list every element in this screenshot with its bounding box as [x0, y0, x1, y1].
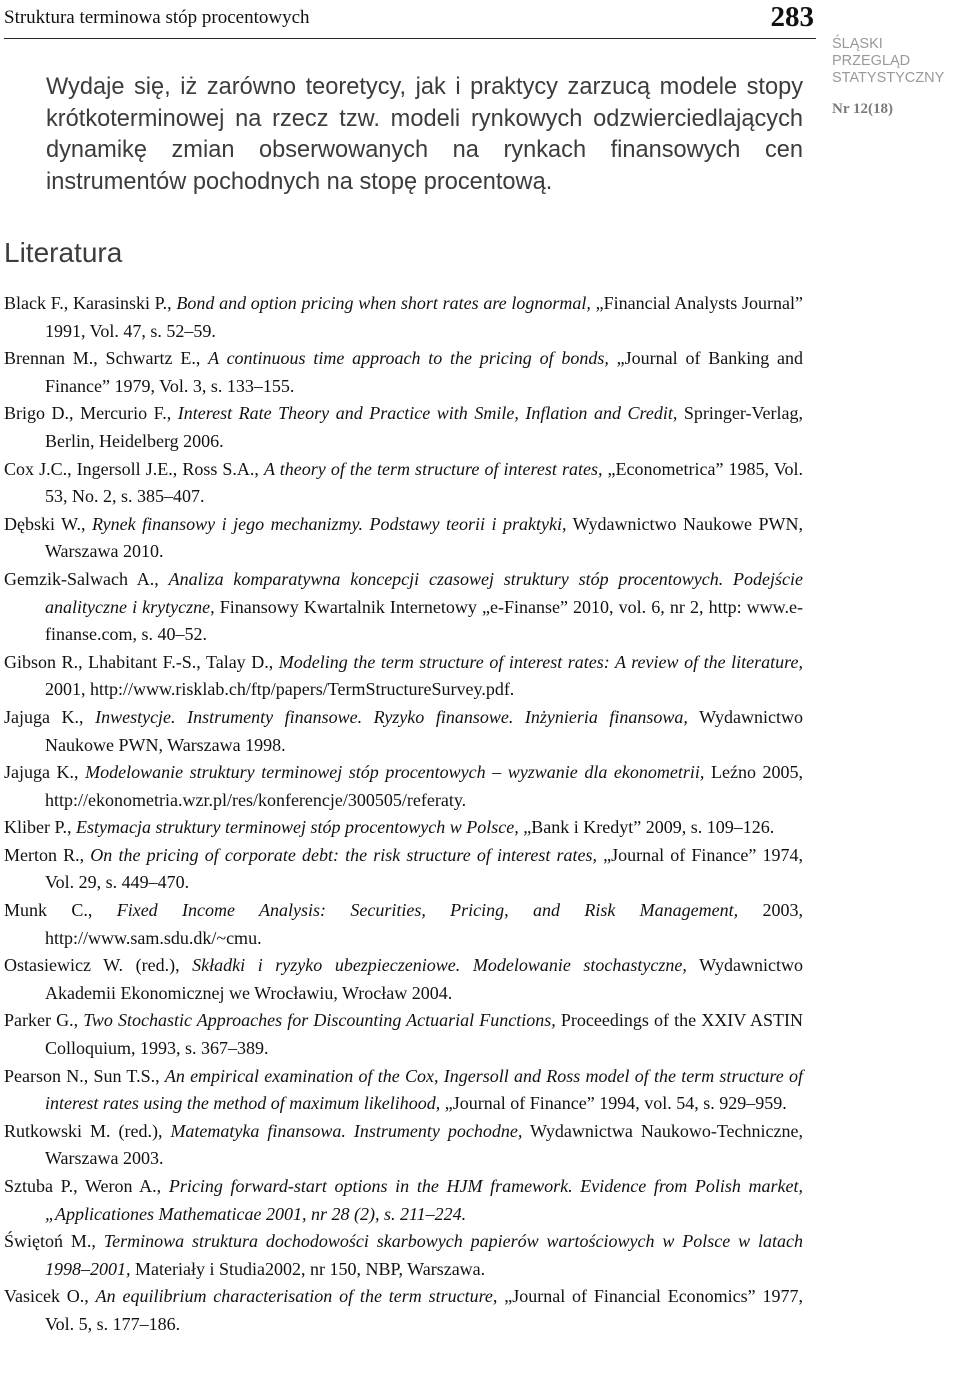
reference-item: [0, 649, 803, 704]
reference-title: On the pricing of corporate debt: the risk structure of interest rates,: [90, 844, 597, 865]
reference-authors: Cox J.C., Ingersoll J.E., Ross S.A.,: [4, 458, 265, 479]
reference-title: An empirical examination of the Cox, Ingersoll and Ross model of the term structure of interest rates using the method of maximum likelihood,: [45, 1065, 804, 1114]
reference-authors: Ostasiewicz W. (red.),: [4, 955, 193, 976]
reference-authors: Jajuga K.,: [4, 706, 96, 727]
reference-source: „Journal of Banking and Finance” 1979, Vol. 3, s. 133–155.: [45, 348, 803, 396]
reference-title: Pricing forward-start options in the HJM framework. Evidence from Polish market, „Applicationes Mathematicae 2001, nr 28 (2), s. 211–224.: [45, 1176, 803, 1224]
intro-paragraph: Wydaje się, iż zarówno teoretycy, jak i praktycy zarzucą modele stopy krótkoterminowej na rzecz tzw. modeli rynkowych odzwierciedlających dynamikę zmian obserwowanych na rynkach finansowych cen instrumentów pochodnych na stopę procentową.: [46, 74, 803, 195]
reference-title: An equilibrium characterisation of the term structure,: [95, 1286, 498, 1307]
reference-authors: Parker G.,: [4, 1010, 84, 1031]
reference-list: [0, 290, 803, 1339]
running-header: [4, 0, 816, 39]
reference-source: Wydawnictwo Naukowe PWN, Warszawa 2010.: [45, 513, 803, 562]
reference-title: Terminowa struktura dochodowości skarbowych papierów wartościowych w Polsce w latach 1998–2001,: [45, 1231, 803, 1279]
reference-authors: Sztuba P., Weron A.,: [4, 1176, 169, 1196]
reference-title: Składki i ryzyko ubezpieczeniowe. Modelowanie stochastyczne,: [192, 955, 687, 976]
journal-issue: Nr 12(18): [832, 101, 893, 117]
reference-source: 2003, http://www.sam.sdu.dk/~cmu.: [45, 900, 803, 948]
reference-authors: Dębski W.,: [4, 513, 92, 534]
reference-item: [0, 759, 803, 814]
reference-authors: Gibson R., Lhabitant F.-S., Talay D.,: [4, 651, 279, 672]
reference-item: [0, 842, 803, 897]
reference-item: [0, 1228, 803, 1283]
reference-item: [0, 897, 803, 952]
reference-source: „Financial Analysts Journal” 1991, Vol. 47, s. 52–59.: [45, 293, 803, 341]
reference-source: „Journal of Financial Economics” 1977, Vol. 5, s. 177–186.: [45, 1286, 803, 1334]
reference-title: A continuous time approach to the pricing of bonds,: [208, 348, 609, 369]
reference-title: Bond and option pricing when short rates are lognormal,: [176, 293, 591, 313]
reference-item: [0, 400, 803, 455]
reference-item: [0, 290, 803, 345]
reference-item: [0, 566, 803, 649]
reference-source: 2001, http://www.risklab.ch/ftp/papers/TermStructureSurvey.pdf.: [45, 679, 515, 700]
reference-item: [0, 456, 803, 511]
reference-item: [0, 1007, 803, 1062]
reference-authors: Munk C.,: [4, 900, 117, 921]
reference-authors: Black F., Karasinski P.,: [4, 293, 177, 313]
reference-title: Matematyka finansowa. Instrumenty pochodne,: [170, 1120, 523, 1141]
reference-source: „Journal of Finance” 1974, Vol. 29, s. 449–470.: [45, 844, 803, 893]
reference-title: Modelowanie struktury terminowej stóp procentowych – wyzwanie dla ekonometrii,: [85, 762, 705, 783]
running-title: Struktura terminowa stóp procentowych: [4, 7, 310, 28]
reference-title: Analiza komparatywna koncepcji czasowej struktury stóp procentowych. Podejście analityczne i krytyczne,: [45, 568, 803, 617]
reference-authors: Świętoń M.,: [4, 1231, 104, 1252]
reference-item: [0, 1063, 803, 1118]
reference-title: Two Stochastic Approaches for Discounting Actuarial Functions,: [83, 1010, 556, 1031]
page-number: 283: [770, 1, 814, 33]
reference-source: „Econometrica” 1985, Vol. 53, No. 2, s. 385–407.: [45, 458, 803, 507]
section-title: Literatura: [4, 237, 123, 268]
reference-authors: Brigo D., Mercurio F.,: [4, 403, 178, 424]
reference-title: Interest Rate Theory and Practice with Smile, Inflation and Credit,: [177, 403, 678, 424]
reference-title: Fixed Income Analysis: Securities, Pricing, and Risk Management,: [116, 900, 739, 921]
reference-item: [0, 1283, 803, 1338]
reference-title: Modeling the term structure of interest rates: A review of the literature,: [278, 651, 804, 672]
reference-authors: Rutkowski M. (red.),: [4, 1120, 171, 1141]
reference-title: Inwestycje. Instrumenty finansowe. Ryzyko finansowe. Inżynieria finansowa,: [95, 706, 688, 727]
reference-item: [0, 814, 803, 842]
reference-authors: Merton R.,: [4, 844, 91, 865]
reference-source: Finansowy Kwartalnik Internetowy „e-Finanse” 2010, vol. 6, nr 2, http: www.e-finanse.com, s. 40–52.: [45, 596, 803, 645]
reference-item: [0, 704, 803, 759]
reference-item: [0, 511, 803, 566]
journal-name-line-1: ŚLĄSKI: [832, 36, 883, 52]
reference-source: Proceedings of the XXIV ASTIN Colloquium, 1993, s. 367–389.: [45, 1010, 803, 1059]
reference-source: Materiały i Studia2002, nr 150, NBP, Warszawa.: [130, 1258, 486, 1279]
reference-source: Leźno 2005, http://ekonometria.wzr.pl/res/konferencje/300505/referaty.: [45, 762, 804, 810]
reference-source: „Journal of Finance” 1994, vol. 54, s. 929–959.: [440, 1093, 787, 1114]
reference-authors: Jajuga K.,: [4, 762, 86, 783]
reference-item: [0, 1173, 803, 1228]
reference-title: Rynek finansowy i jego mechanizmy. Podstawy teorii i praktyki,: [91, 513, 567, 534]
reference-authors: Brennan M., Schwartz E.,: [4, 348, 209, 369]
reference-source: Wydawnictwo Akademii Ekonomicznej we Wrocławiu, Wrocław 2004.: [45, 955, 804, 1003]
journal-side-label: [832, 36, 958, 118]
journal-name-line-2: PRZEGLĄD: [832, 53, 911, 69]
reference-title: A theory of the term structure of interest rates,: [264, 458, 603, 479]
journal-name-line-3: STATYSTYCZNY: [832, 70, 945, 86]
reference-authors: Vasicek O.,: [4, 1286, 96, 1307]
reference-title: Estymacja struktury terminowej stóp procentowych w Polsce,: [76, 817, 519, 838]
reference-authors: Gemzik-Salwach A.,: [4, 568, 169, 589]
reference-item: [0, 1118, 803, 1173]
reference-source: Wydawnictwo Naukowe PWN, Warszawa 1998.: [45, 706, 804, 755]
reference-item: [0, 345, 803, 400]
reference-authors: Pearson N., Sun T.S.,: [4, 1065, 165, 1086]
reference-authors: Kliber P.,: [4, 817, 76, 838]
reference-source: Springer-Verlag, Berlin, Heidelberg 2006.: [45, 403, 803, 451]
reference-source: Wydawnictwa Naukowo-Techniczne, Warszawa 2003.: [45, 1120, 804, 1169]
reference-source: „Bank i Kredyt” 2009, s. 109–126.: [518, 817, 775, 838]
reference-item: [0, 952, 803, 1007]
